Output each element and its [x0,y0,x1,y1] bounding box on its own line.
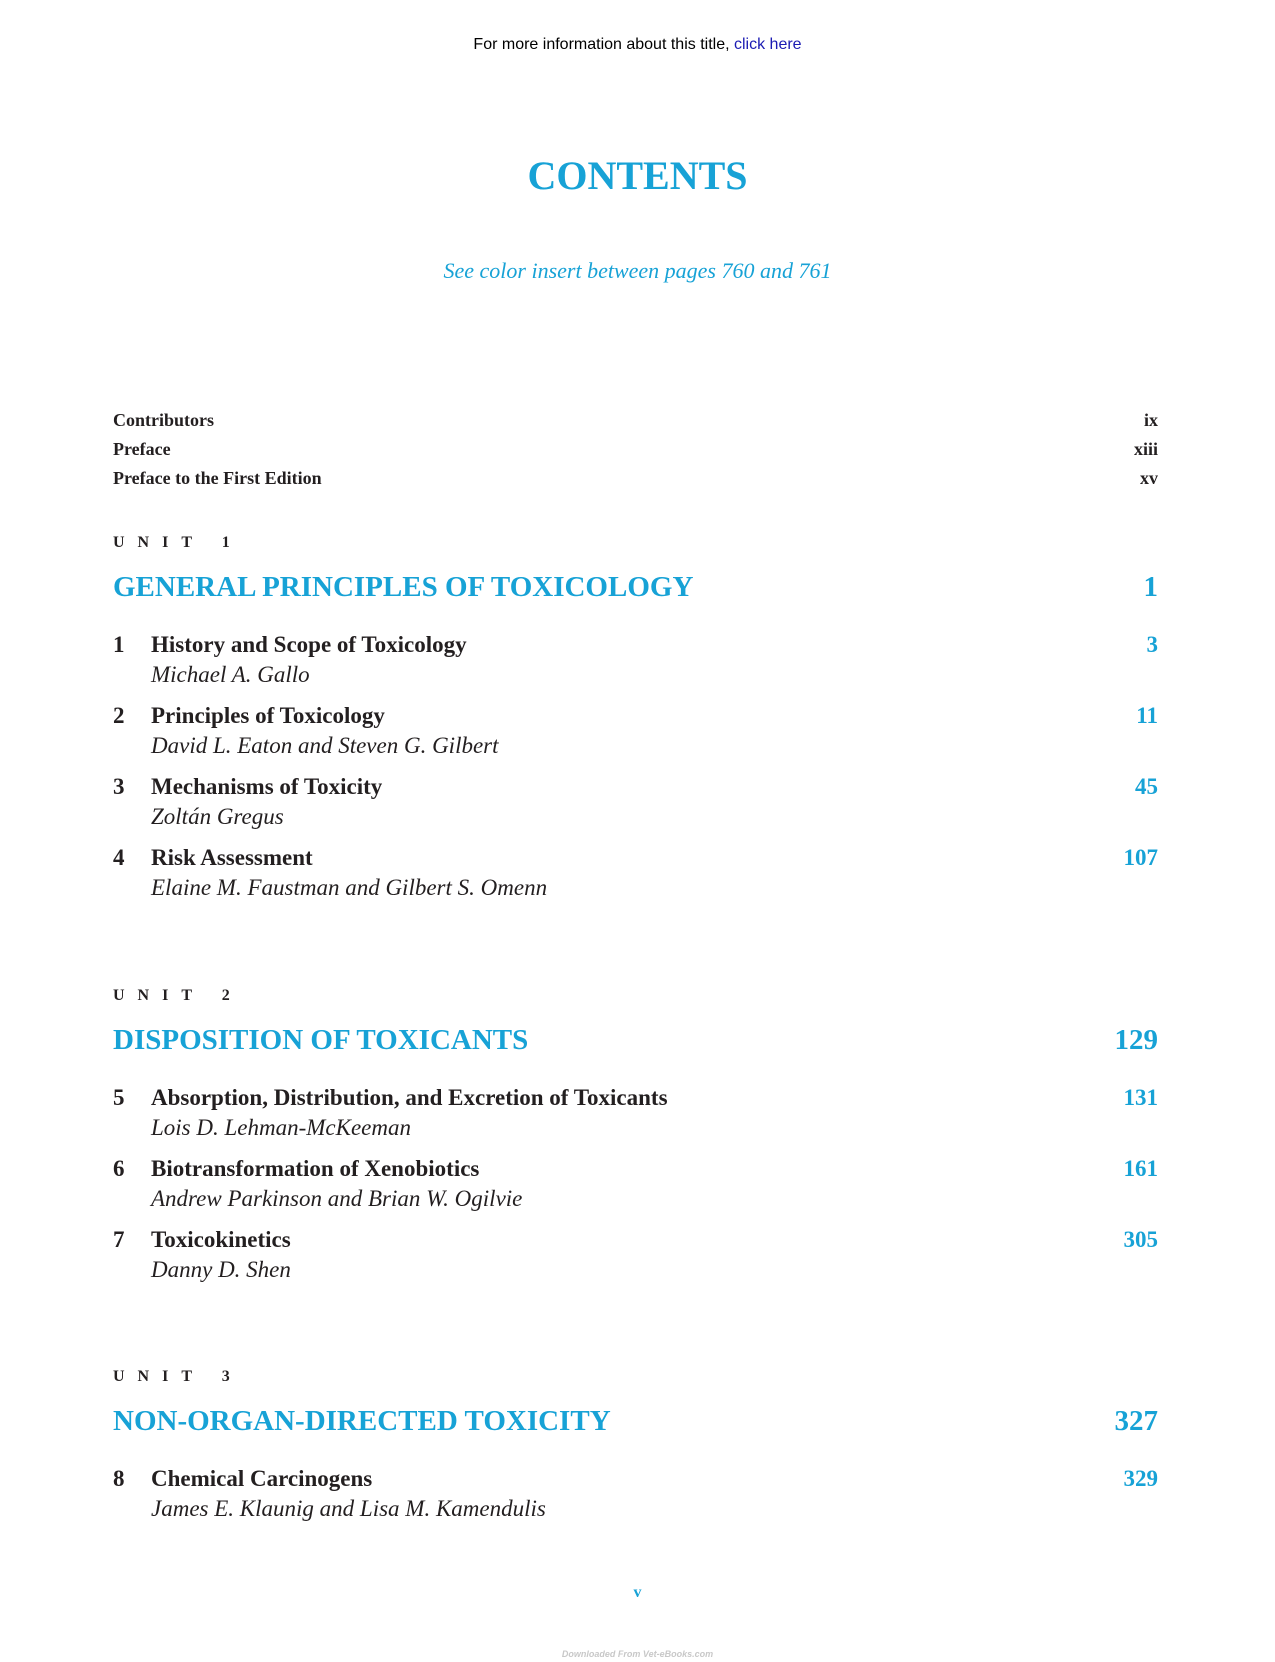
chapter-authors: Lois D. Lehman-McKeeman [151,1115,411,1140]
front-matter-page: xv [1140,468,1158,488]
chapter-authors: Danny D. Shen [151,1257,291,1282]
chapter-entry[interactable] [113,630,1158,701]
chapter-title: Biotransformation of Xenobiotics [151,1156,480,1181]
unit-title: NON-ORGAN-DIRECTED TOXICITY [113,1405,611,1437]
footer-watermark: Downloaded From Vet-eBooks.com [561,1649,714,1659]
chapter-authors: James E. Klaunig and Lisa M. Kamendulis [151,1496,546,1521]
page-number: v [633,1584,642,1601]
chapter-authors: Michael A. Gallo [151,662,310,687]
chapter-authors: David L. Eaton and Steven G. Gilbert [151,733,499,758]
more-info-text: For more information about this title, [473,36,734,53]
chapter-title: Chemical Carcinogens [151,1466,373,1491]
click-here-link[interactable]: click here [733,36,802,53]
chapter-list [113,630,1158,914]
chapter-number: 3 [113,774,125,799]
chapter-entry[interactable] [113,1154,1158,1225]
front-matter-item[interactable] [113,464,1158,493]
unit-heading[interactable] [113,1020,1158,1060]
chapter-list [113,1083,1158,1296]
chapter-page: 45 [1135,774,1158,799]
unit-title: GENERAL PRINCIPLES OF TOXICOLOGY [113,571,694,603]
chapter-page: 161 [1123,1156,1158,1181]
unit-label: UNIT 1 [113,534,243,551]
chapter-title: Toxicokinetics [151,1227,291,1252]
front-matter-page: ix [1143,410,1158,430]
unit-heading[interactable] [113,567,1158,607]
chapter-number: 6 [113,1156,125,1181]
unit-section [113,984,1158,1296]
chapter-title: Risk Assessment [151,845,313,870]
chapter-page: 107 [1123,845,1158,870]
chapter-entry[interactable] [113,701,1158,772]
chapter-entry[interactable] [113,1083,1158,1154]
chapter-number: 4 [113,845,125,870]
chapter-list [113,1464,1158,1535]
chapter-authors: Andrew Parkinson and Brian W. Ogilvie [151,1186,523,1211]
chapter-number: 2 [113,703,125,728]
chapter-number: 5 [113,1085,125,1110]
unit-section [113,1365,1158,1535]
front-matter-label: Preface [113,439,171,459]
page-title: CONTENTS [527,153,748,198]
chapter-page: 305 [1123,1227,1158,1252]
chapter-authors: Zoltán Gregus [151,804,284,829]
unit-title: DISPOSITION OF TOXICANTS [113,1024,529,1056]
front-matter-item[interactable] [113,435,1158,464]
chapter-authors: Elaine M. Faustman and Gilbert S. Omenn [151,875,548,900]
more-info-note [0,36,1275,54]
chapter-page: 329 [1123,1466,1158,1491]
front-matter-label: Contributors [113,410,215,430]
chapter-number: 7 [113,1227,125,1252]
chapter-number: 8 [113,1466,125,1491]
chapter-entry[interactable] [113,772,1158,843]
front-matter-item[interactable] [113,406,1158,435]
unit-section [113,531,1158,914]
chapter-page: 3 [1146,632,1158,657]
chapter-title: Mechanisms of Toxicity [151,774,383,799]
front-matter-label: Preface to the First Edition [113,468,322,488]
chapter-number: 1 [113,632,125,657]
unit-label: UNIT 3 [113,1368,243,1385]
chapter-page: 131 [1123,1085,1158,1110]
front-matter-page: xiii [1133,439,1158,459]
unit-page: 327 [1114,1405,1158,1437]
chapter-entry[interactable] [113,1225,1158,1296]
chapter-title: Principles of Toxicology [151,703,385,728]
chapter-title: Absorption, Distribution, and Excretion of Toxicants [151,1085,668,1110]
chapter-title: History and Scope of Toxicology [151,632,467,657]
chapter-entry[interactable] [113,1464,1158,1535]
unit-label: UNIT 2 [113,987,243,1004]
unit-page: 129 [1114,1024,1158,1056]
chapter-entry[interactable] [113,843,1158,914]
chapter-page: 11 [1136,703,1158,728]
front-matter-list [113,406,1158,493]
unit-page: 1 [1143,571,1158,603]
color-insert-note: See color insert between pages 760 and 761 [443,258,832,283]
unit-heading[interactable] [113,1401,1158,1441]
